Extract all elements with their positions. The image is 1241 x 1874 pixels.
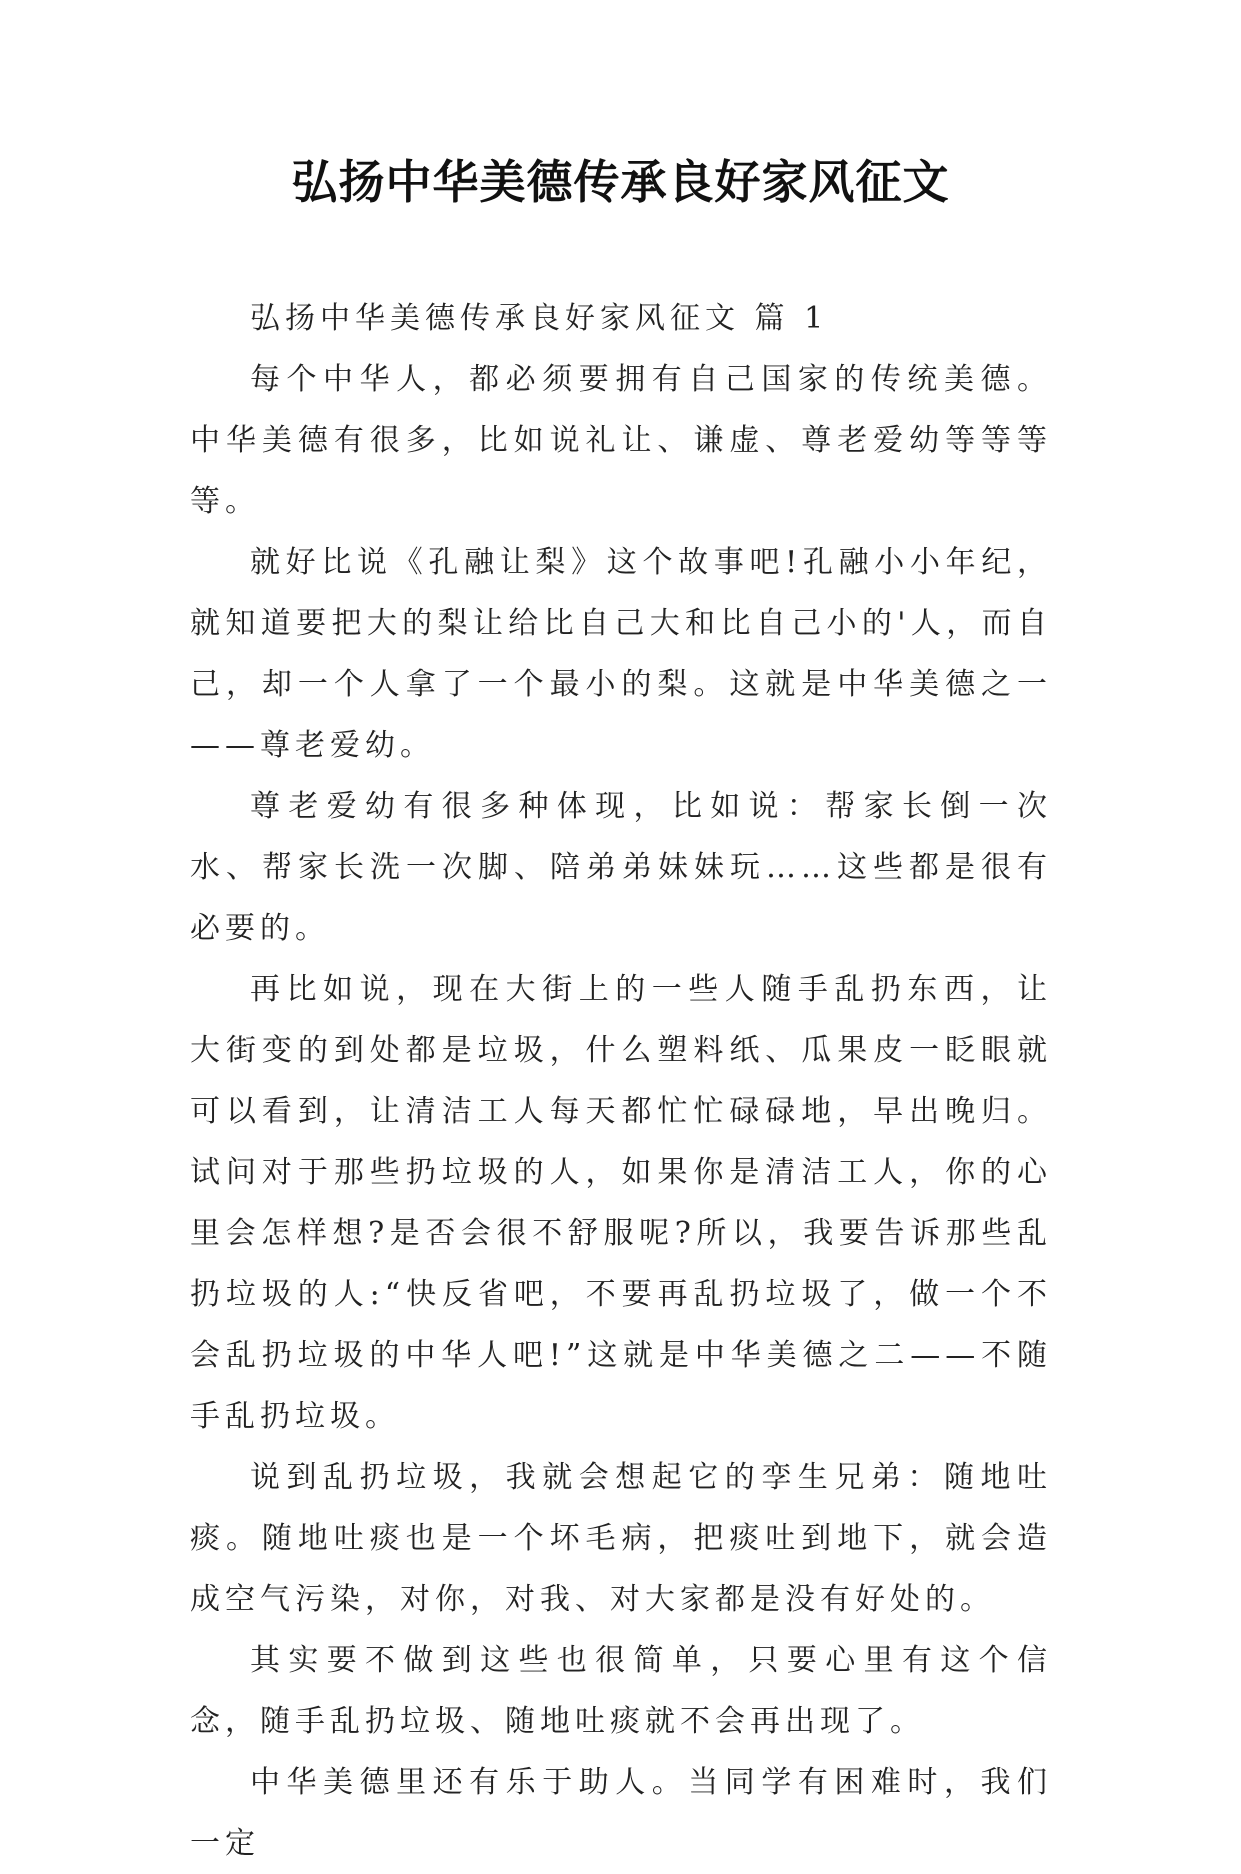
document-body [190,288,1052,1874]
paragraph-5: 说到乱扔垃圾，我就会想起它的孪生兄弟：随地吐痰。随地吐痰也是一个坏毛病，把痰吐到地下，就会造成空气污染，对你，对我、对大家都是没有好处的。 [190,1460,1052,1617]
paragraph-6: 其实要不做到这些也很简单，只要心里有这个信念，随手乱扔垃圾、随地吐痰就不会再出现了。 [190,1643,1052,1739]
paragraph-4: 再比如说，现在大街上的一些人随手乱扔东西，让大街变的到处都是垃圾，什么塑料纸、瓜果皮一眨眼就可以看到，让清洁工人每天都忙忙碌碌地，早出晚归。试问对于那些扔垃圾的人，如果你是清洁工人，你的心里会怎样想?是否会很不舒服呢?所以，我要告诉那些乱扔垃圾的人:“快反省吧，不要再乱扔垃圾了，做一个不会乱扔垃圾的中华人吧!”这就是中华美德之二——不随手乱扔垃圾。 [190,972,1052,1434]
document-title: 弘扬中华美德传承良好家风征文 [291,155,950,209]
section-subheading: 弘扬中华美德传承良好家风征文 篇 1 [250,301,829,336]
paragraph-7: 中华美德里还有乐于助人。当同学有困难时，我们一定 [190,1765,1052,1861]
paragraph-2: 就好比说《孔融让梨》这个故事吧!孔融小小年纪，就知道要把大的梨让给比自己大和比自己小的'人，而自己，却一个人拿了一个最小的梨。这就是中华美德之一——尊老爱幼。 [190,545,1052,763]
paragraph-3: 尊老爱幼有很多种体现，比如说：帮家长倒一次水、帮家长洗一次脚、陪弟弟妹妹玩……这些都是很有必要的。 [190,789,1052,946]
paragraph-1: 每个中华人，都必须要拥有自己国家的传统美德。中华美德有很多，比如说礼让、谦虚、尊老爱幼等等等等。 [190,362,1052,519]
